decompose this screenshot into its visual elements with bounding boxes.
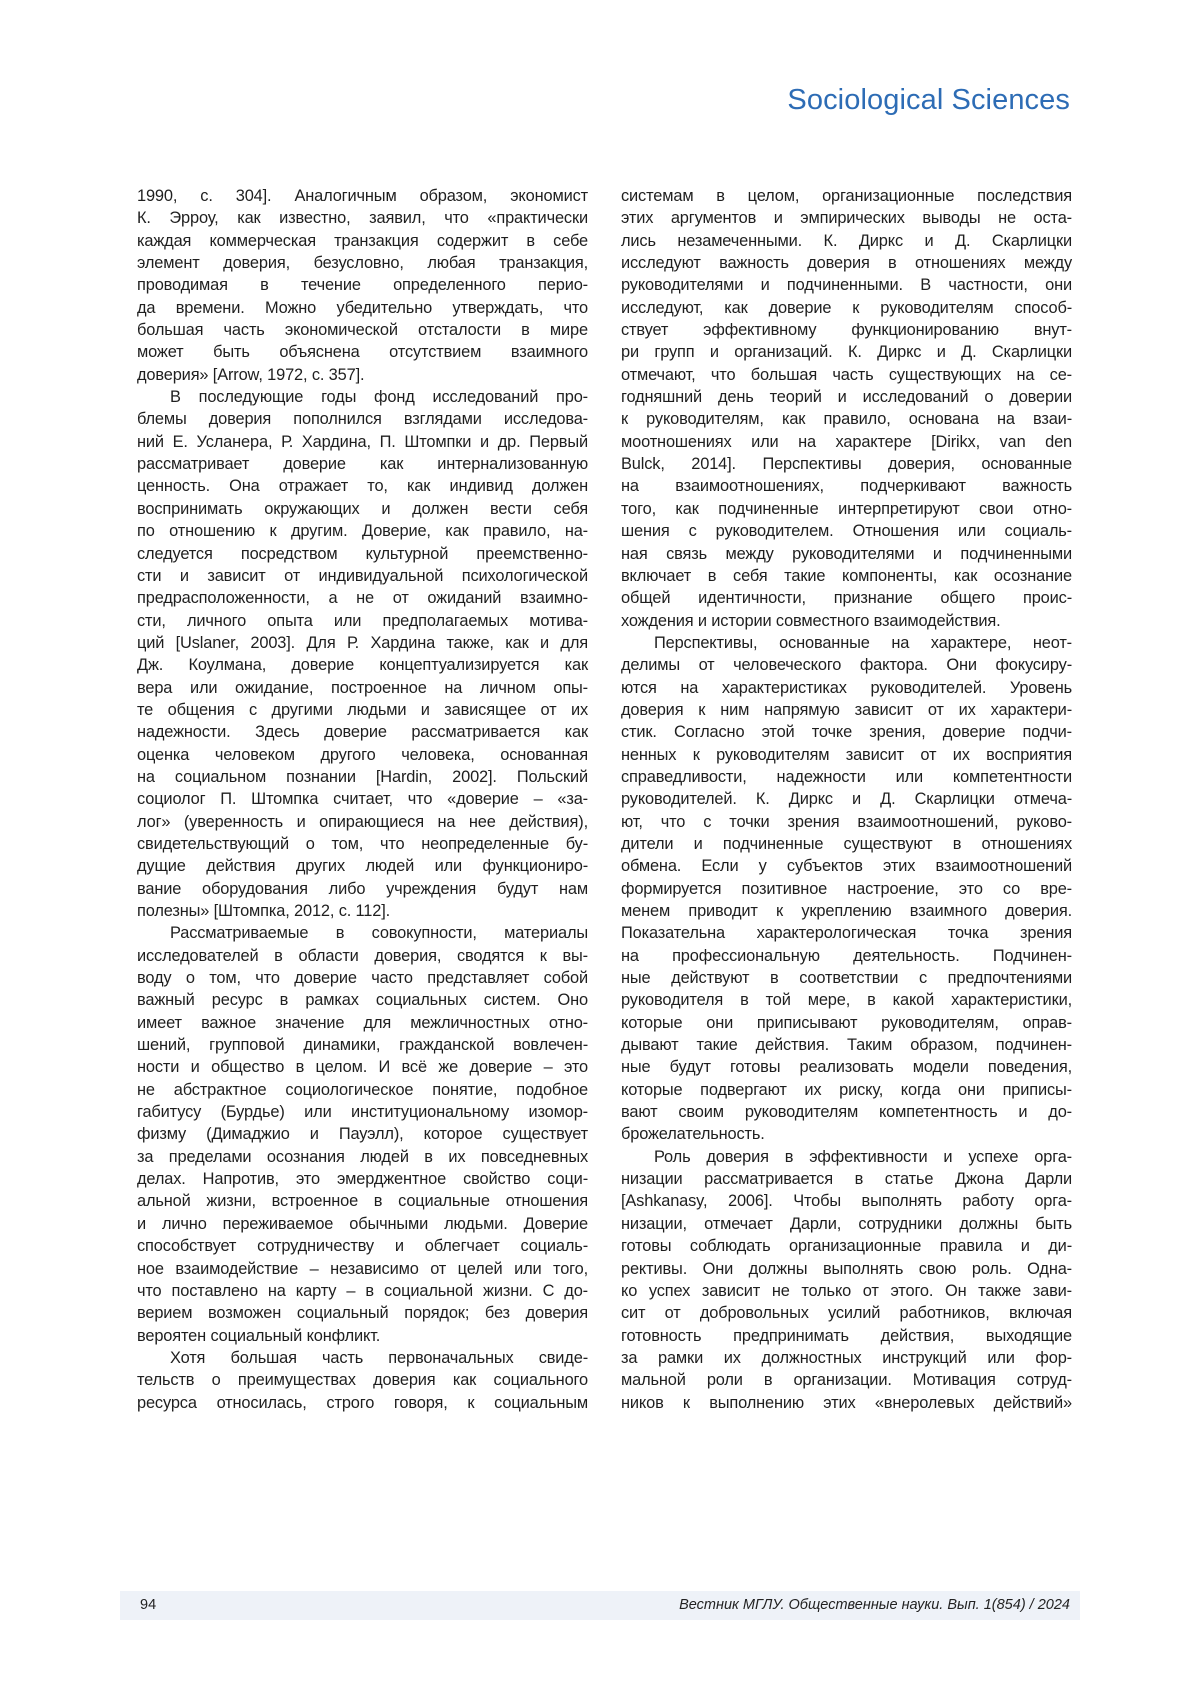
- page-footer: [120, 1591, 1080, 1620]
- text-line: брожелательность.: [621, 1123, 1072, 1145]
- text-line: ствует эффективному функционированию внут-: [621, 319, 1072, 341]
- text-line: ресурса относилась, строго говоря, к социальным: [137, 1392, 588, 1414]
- text-line: менем приводит к укреплению взаимного доверия.: [621, 900, 1072, 922]
- text-line: рассматривает доверие как интернализованную: [137, 453, 588, 475]
- text-line: ности и общество в целом. И всё же доверие – это: [137, 1056, 588, 1078]
- text-line: по отношению к другим. Доверие, как правило, на-: [137, 520, 588, 542]
- text-line: воспринимать окружающих и должен вести себя: [137, 498, 588, 520]
- text-line: альной жизни, встроенное в социальные отношения: [137, 1190, 588, 1212]
- text-line: ненных к руководителям зависит от их восприятия: [621, 744, 1072, 766]
- text-line: ное взаимодействие – независимо от целей или того,: [137, 1258, 588, 1280]
- text-line: тельств о преимуществах доверия как социального: [137, 1369, 588, 1391]
- text-line: габитусу (Бурдье) или институциональному изомор-: [137, 1101, 588, 1123]
- text-line: социолог П. Штомпка считает, что «доверие – «за-: [137, 788, 588, 810]
- text-line: предрасположенности, а не от ожиданий взаимно-: [137, 587, 588, 609]
- text-line: Роль доверия в эффективности и успехе орга-: [621, 1146, 1072, 1168]
- text-line: и лично переживаемое обычными людьми. Доверие: [137, 1213, 588, 1235]
- text-line: за рамки их должностных инструкций или фор-: [621, 1347, 1072, 1369]
- text-line: Дж. Коулмана, доверие концептуализируется как: [137, 654, 588, 676]
- text-line: готовы соблюдать организационные правила и ди-: [621, 1235, 1072, 1257]
- text-line: ные будут готовы реализовать модели поведения,: [621, 1056, 1072, 1078]
- text-line: формируется позитивное настроение, это со вре-: [621, 878, 1072, 900]
- text-line: мальной роли в организации. Мотивация сотруд-: [621, 1369, 1072, 1391]
- text-line: ри групп и организаций. К. Диркс и Д. Скарлицки: [621, 341, 1072, 363]
- text-line: дывают такие действия. Таким образом, подчинен-: [621, 1034, 1072, 1056]
- text-line: имеет важное значение для межличностных отно-: [137, 1012, 588, 1034]
- text-line: что поставлено на карту – в социальной жизни. С до-: [137, 1280, 588, 1302]
- text-line: способствует сотрудничеству и облегчает социаль-: [137, 1235, 588, 1257]
- text-line: этих аргументов и эмпирических выводы не оста-: [621, 207, 1072, 229]
- text-line: ний Е. Усланера, Р. Хардина, П. Штомпки и др. Первый: [137, 431, 588, 453]
- text-line: важный ресурс в рамках социальных систем. Оно: [137, 989, 588, 1011]
- text-line: К. Эрроу, как известно, заявил, что «практически: [137, 207, 588, 229]
- text-line: Хотя большая часть первоначальных свиде-: [137, 1347, 588, 1369]
- text-line: может быть объяснена отсутствием взаимного: [137, 341, 588, 363]
- text-line: да времени. Можно убедительно утверждать, что: [137, 297, 588, 319]
- text-line: ная связь между руководителями и подчиненными: [621, 543, 1072, 565]
- text-line: руководителей. К. Диркс и Д. Скарлицки отмеча-: [621, 788, 1072, 810]
- text-line: надежности. Здесь доверие рассматривается как: [137, 721, 588, 743]
- text-line: моотношениях или на характере [Dirikx, van den: [621, 431, 1072, 453]
- text-line: отмечают, что большая часть существующих на се-: [621, 364, 1072, 386]
- text-line: руководителями и подчиненными. В частности, они: [621, 274, 1072, 296]
- text-line: которые они приписывают руководителям, оправ-: [621, 1012, 1072, 1034]
- text-line: стик. Согласно этой точке зрения, доверие подчи-: [621, 721, 1072, 743]
- text-line: системам в целом, организационные последствия: [621, 185, 1072, 207]
- text-line: низации, отмечает Дарли, сотрудники должны быть: [621, 1213, 1072, 1235]
- journal-citation: Вестник МГЛУ. Общественные науки. Вып. 1(854) / 2024: [679, 1597, 1070, 1613]
- paragraph: [137, 922, 588, 1347]
- text-line: низации рассматривается в статье Джона Дарли: [621, 1168, 1072, 1190]
- text-line: ют, что с точки зрения взаимоотношений, руково-: [621, 811, 1072, 833]
- text-line: свидетельствующий о том, что неопределенные бу-: [137, 833, 588, 855]
- text-line: руководителя в той мере, в какой характеристики,: [621, 989, 1072, 1011]
- text-line: полезны» [Штомпка, 2012, с. 112].: [137, 900, 588, 922]
- text-line: которые подвергают их риску, когда они приписы-: [621, 1079, 1072, 1101]
- text-line: ников к выполнению этих «внеролевых действий»: [621, 1392, 1072, 1414]
- text-line: шения с руководителем. Отношения или социаль-: [621, 520, 1072, 542]
- text-line: доверия к ним напрямую зависит от их характери-: [621, 699, 1072, 721]
- text-line: сти и зависит от индивидуальной психологической: [137, 565, 588, 587]
- text-line: на взаимоотношениях, подчеркивают важность: [621, 475, 1072, 497]
- text-line: лог» (уверенность и опирающиеся на нее действия),: [137, 811, 588, 833]
- text-line: рективы. Они должны выполнять свою роль. Одна-: [621, 1258, 1072, 1280]
- text-line: доверия» [Arrow, 1972, с. 357].: [137, 364, 588, 386]
- text-line: вают своим руководителям компетентность и до-: [621, 1101, 1072, 1123]
- text-line: Показательна характерологическая точка зрения: [621, 922, 1072, 944]
- text-line: того, как подчиненные интерпретируют свои отно-: [621, 498, 1072, 520]
- text-line: Bulck, 2014]. Перспективы доверия, основанные: [621, 453, 1072, 475]
- text-line: верием возможен социальный порядок; без доверия: [137, 1302, 588, 1324]
- text-line: шений, групповой динамики, гражданской вовлечен-: [137, 1034, 588, 1056]
- text-line: проводимая в течение определенного перио-: [137, 274, 588, 296]
- text-line: каждая коммерческая транзакция содержит в себе: [137, 230, 588, 252]
- text-line: сит от добровольных усилий работников, включая: [621, 1302, 1072, 1324]
- text-line: на профессиональную деятельность. Подчинен-: [621, 945, 1072, 967]
- text-line: ко успех зависит не только от этого. Он также зави-: [621, 1280, 1072, 1302]
- text-line: дущие действия других людей или функциониро-: [137, 855, 588, 877]
- text-line: блемы доверия пополнился взглядами исследова-: [137, 408, 588, 430]
- text-line: лись незамеченными. К. Диркс и Д. Скарлицки: [621, 230, 1072, 252]
- text-line: оценка человеком другого человека, основанная: [137, 744, 588, 766]
- text-line: исследуют важность доверия в отношениях между: [621, 252, 1072, 274]
- text-line: на социальном познании [Hardin, 2002]. Польский: [137, 766, 588, 788]
- text-line: дители и подчиненные существуют в отношениях: [621, 833, 1072, 855]
- text-line: вера или ожидание, построенное на личном опы-: [137, 677, 588, 699]
- text-line: делимы от человеческого фактора. Они фокусиру-: [621, 654, 1072, 676]
- text-line: [Ashkanasy, 2006]. Чтобы выполнять работу орга-: [621, 1190, 1072, 1212]
- text-line: к руководителям, как правило, основана на взаи-: [621, 408, 1072, 430]
- text-line: ций [Uslaner, 2003]. Для Р. Хардина также, как и для: [137, 632, 588, 654]
- text-line: исследуют, как доверие к руководителям способ-: [621, 297, 1072, 319]
- paragraph: [137, 386, 588, 922]
- paragraph: [621, 1146, 1072, 1414]
- text-line: ются на характеристиках руководителей. Уровень: [621, 677, 1072, 699]
- text-column-right: [621, 185, 1072, 1414]
- text-line: годняшний день теорий и исследований о доверии: [621, 386, 1072, 408]
- text-line: ценность. Она отражает то, как индивид должен: [137, 475, 588, 497]
- text-line: включает в себя такие компоненты, как осознание: [621, 565, 1072, 587]
- text-line: В последующие годы фонд исследований про-: [137, 386, 588, 408]
- text-line: исследователей в области доверия, сводятся к вы-: [137, 945, 588, 967]
- text-line: 1990, с. 304]. Аналогичным образом, экономист: [137, 185, 588, 207]
- text-line: элемент доверия, безусловно, любая транзакция,: [137, 252, 588, 274]
- paragraph: [137, 185, 588, 386]
- text-line: общей идентичности, признание общего проис-: [621, 587, 1072, 609]
- text-line: за пределами осознания людей в их повседневных: [137, 1146, 588, 1168]
- text-line: справедливости, надежности или компетентности: [621, 766, 1072, 788]
- text-line: обмена. Если у субъектов этих взаимоотношений: [621, 855, 1072, 877]
- text-line: большая часть экономической отсталости в мире: [137, 319, 588, 341]
- paragraph: [621, 185, 1072, 632]
- page-number: 94: [140, 1597, 156, 1613]
- text-line: Перспективы, основанные на характере, неот-: [621, 632, 1072, 654]
- text-line: те общения с другими людьми и зависящее от их: [137, 699, 588, 721]
- text-line: вание оборудования либо учреждения будут нам: [137, 878, 588, 900]
- text-line: делах. Напротив, это эмерджентное свойство соци-: [137, 1168, 588, 1190]
- text-line: не абстрактное социологическое понятие, подобное: [137, 1079, 588, 1101]
- text-line: вероятен социальный конфликт.: [137, 1325, 588, 1347]
- text-line: хождения и истории совместного взаимодействия.: [621, 610, 1072, 632]
- text-line: сти, личного опыта или предполагаемых мотива-: [137, 610, 588, 632]
- paragraph: [137, 1347, 588, 1414]
- text-line: физму (Димаджио и Пауэлл), которое существует: [137, 1123, 588, 1145]
- text-line: готовность предпринимать действия, выходящие: [621, 1325, 1072, 1347]
- paragraph: [621, 632, 1072, 1146]
- text-line: воду о том, что доверие часто представляет собой: [137, 967, 588, 989]
- text-line: следуется посредством культурной преемственно-: [137, 543, 588, 565]
- text-line: Рассматриваемые в совокупности, материалы: [137, 922, 588, 944]
- section-title: Sociological Sciences: [787, 84, 1070, 117]
- text-column-left: [137, 185, 588, 1414]
- text-line: ные действуют в соответствии с предпочтениями: [621, 967, 1072, 989]
